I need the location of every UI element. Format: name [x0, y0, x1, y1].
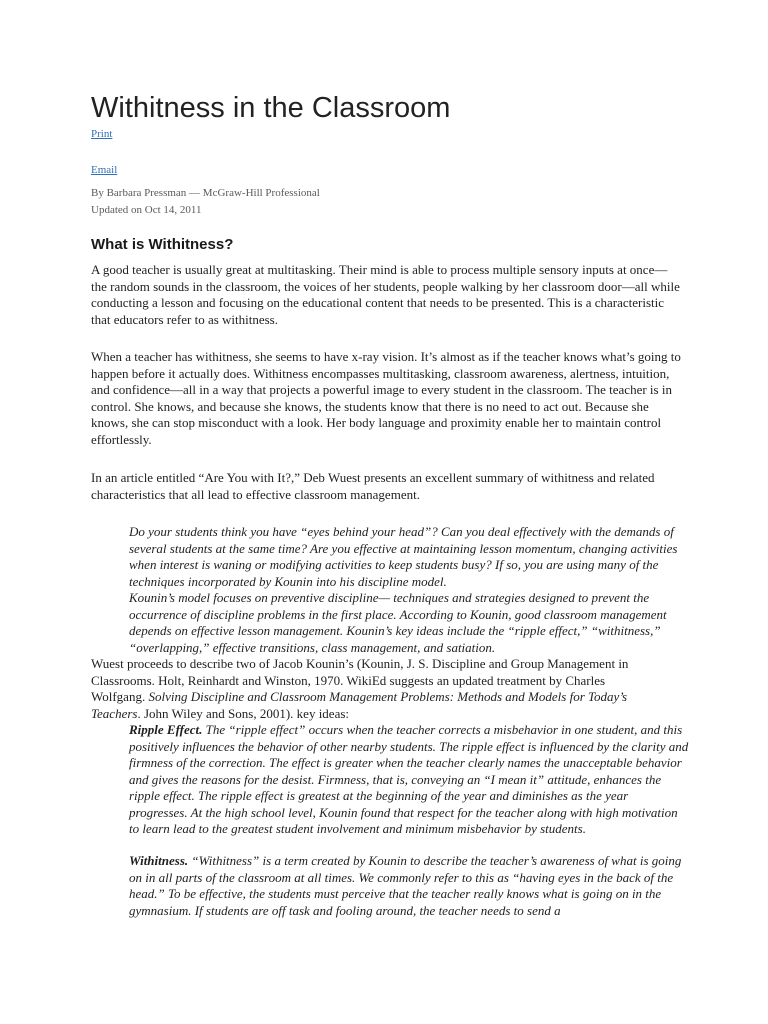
page-title: Withitness in the Classroom: [91, 92, 451, 124]
withitness-item: [129, 853, 689, 919]
book-title: Solving Discipline and Classroom Management Problems: Methods and Models for Today’s Teachers: [91, 689, 628, 721]
print-link[interactable]: Print: [91, 128, 113, 140]
ripple-effect-text: The “ripple effect” occurs when the teacher corrects a misbehavior in one student, and this positively influences the behavior of other nearby students. The ripple effect is influenced by the clarity and firmness of the correction. The effect is greater when the teacher clearly names the unacceptable behavior and gives the reasons for the desist. Firmness, that is, conveying an “I mean it” attitude, enhances the ripple effect. The ripple effect is greatest at the beginning of the year and diminishes as the year progresses. At the high school level, Kounin found that respect for the teacher along with high motivation to learn lead to the greatest student involvement and minimum misbehavior by students.: [129, 722, 689, 836]
section-heading: What is Withitness?: [91, 236, 234, 253]
ripple-effect-item: [129, 722, 689, 838]
quote-kounin-model: Kounin’s model focuses on preventive discipline— techniques and strategies designed to prevent the occurrence of discipline problems in the first place. According to Kounin, good classroom management depends on effective lesson management. Kounin’s key ideas include the “ripple effect,” “withitness,” “overlapping,” effective transitions, class management, and satiation.: [129, 590, 667, 655]
quote-eyes-behind-head: Do your students think you have “eyes behind your head”? Can you deal effectively with the demands of several students at the same time? Are you effective at maintaining lesson momentum, changing activities when interest is waning or modifying activities to keep students busy? If so, you are using many of the techniques incorporated by Kounin into his discipline model.: [129, 524, 678, 589]
paragraph-kounin-ideas: [91, 656, 651, 722]
kounin-ideas-text-before: Wuest proceeds to describe two of Jacob Kounin’s (Kounin, J. S. Discipline and Group Management in Classrooms. Holt, Reinhardt and Winston, 1970. WikiEd suggests an updated treatment by Charles Wolfgang.: [91, 656, 629, 704]
kounin-ideas-text-after: . John Wiley and Sons, 2001). key ideas:: [137, 705, 350, 721]
updated-date: Updated on Oct 14, 2011: [91, 204, 202, 216]
paragraph-xray-vision: When a teacher has withitness, she seems to have x-ray vision. It’s almost as if the teacher knows what’s going to happen before it actually does. Withitness encompasses multitasking, classroom awareness, alertness, intuition, and confidence—all in a way that projects a powerful image to every student in the classroom. The teacher is in control. She knows, and because she knows, the students know that there is no need to act out. Because she knows, she can stop misconduct with a look. Her body language and proximity enable her to maintain control effortlessly.: [91, 349, 681, 447]
ripple-effect-term: Ripple Effect.: [129, 722, 203, 737]
withitness-term: Withitness.: [129, 853, 189, 868]
withitness-text: “Withitness” is a term created by Kounin to describe the teacher’s awareness of what is going on in all parts of the classroom at all times. We commonly refer to this as “having eyes in the back of the head.” To be effective, the students must perceive that the teacher really knows what is going on in the gymnasium. If students are off task and fooling around, the teacher needs to send a: [129, 853, 682, 918]
byline: By Barbara Pressman — McGraw-Hill Professional: [91, 187, 320, 199]
email-link[interactable]: Email: [91, 164, 118, 176]
paragraph-intro: A good teacher is usually great at multitasking. Their mind is able to process multiple sensory inputs at once—the random sounds in the classroom, the voices of her students, people walking by her classroom door—all while conducting a lesson and focusing on the educational content that needs to be presented. This is a characteristic that educators refer to as withitness.: [91, 262, 680, 327]
paragraph-wuest-article: In an article entitled “Are You with It?,” Deb Wuest presents an excellent summary of withitness and related characteristics that all lead to effective classroom management.: [91, 470, 655, 502]
